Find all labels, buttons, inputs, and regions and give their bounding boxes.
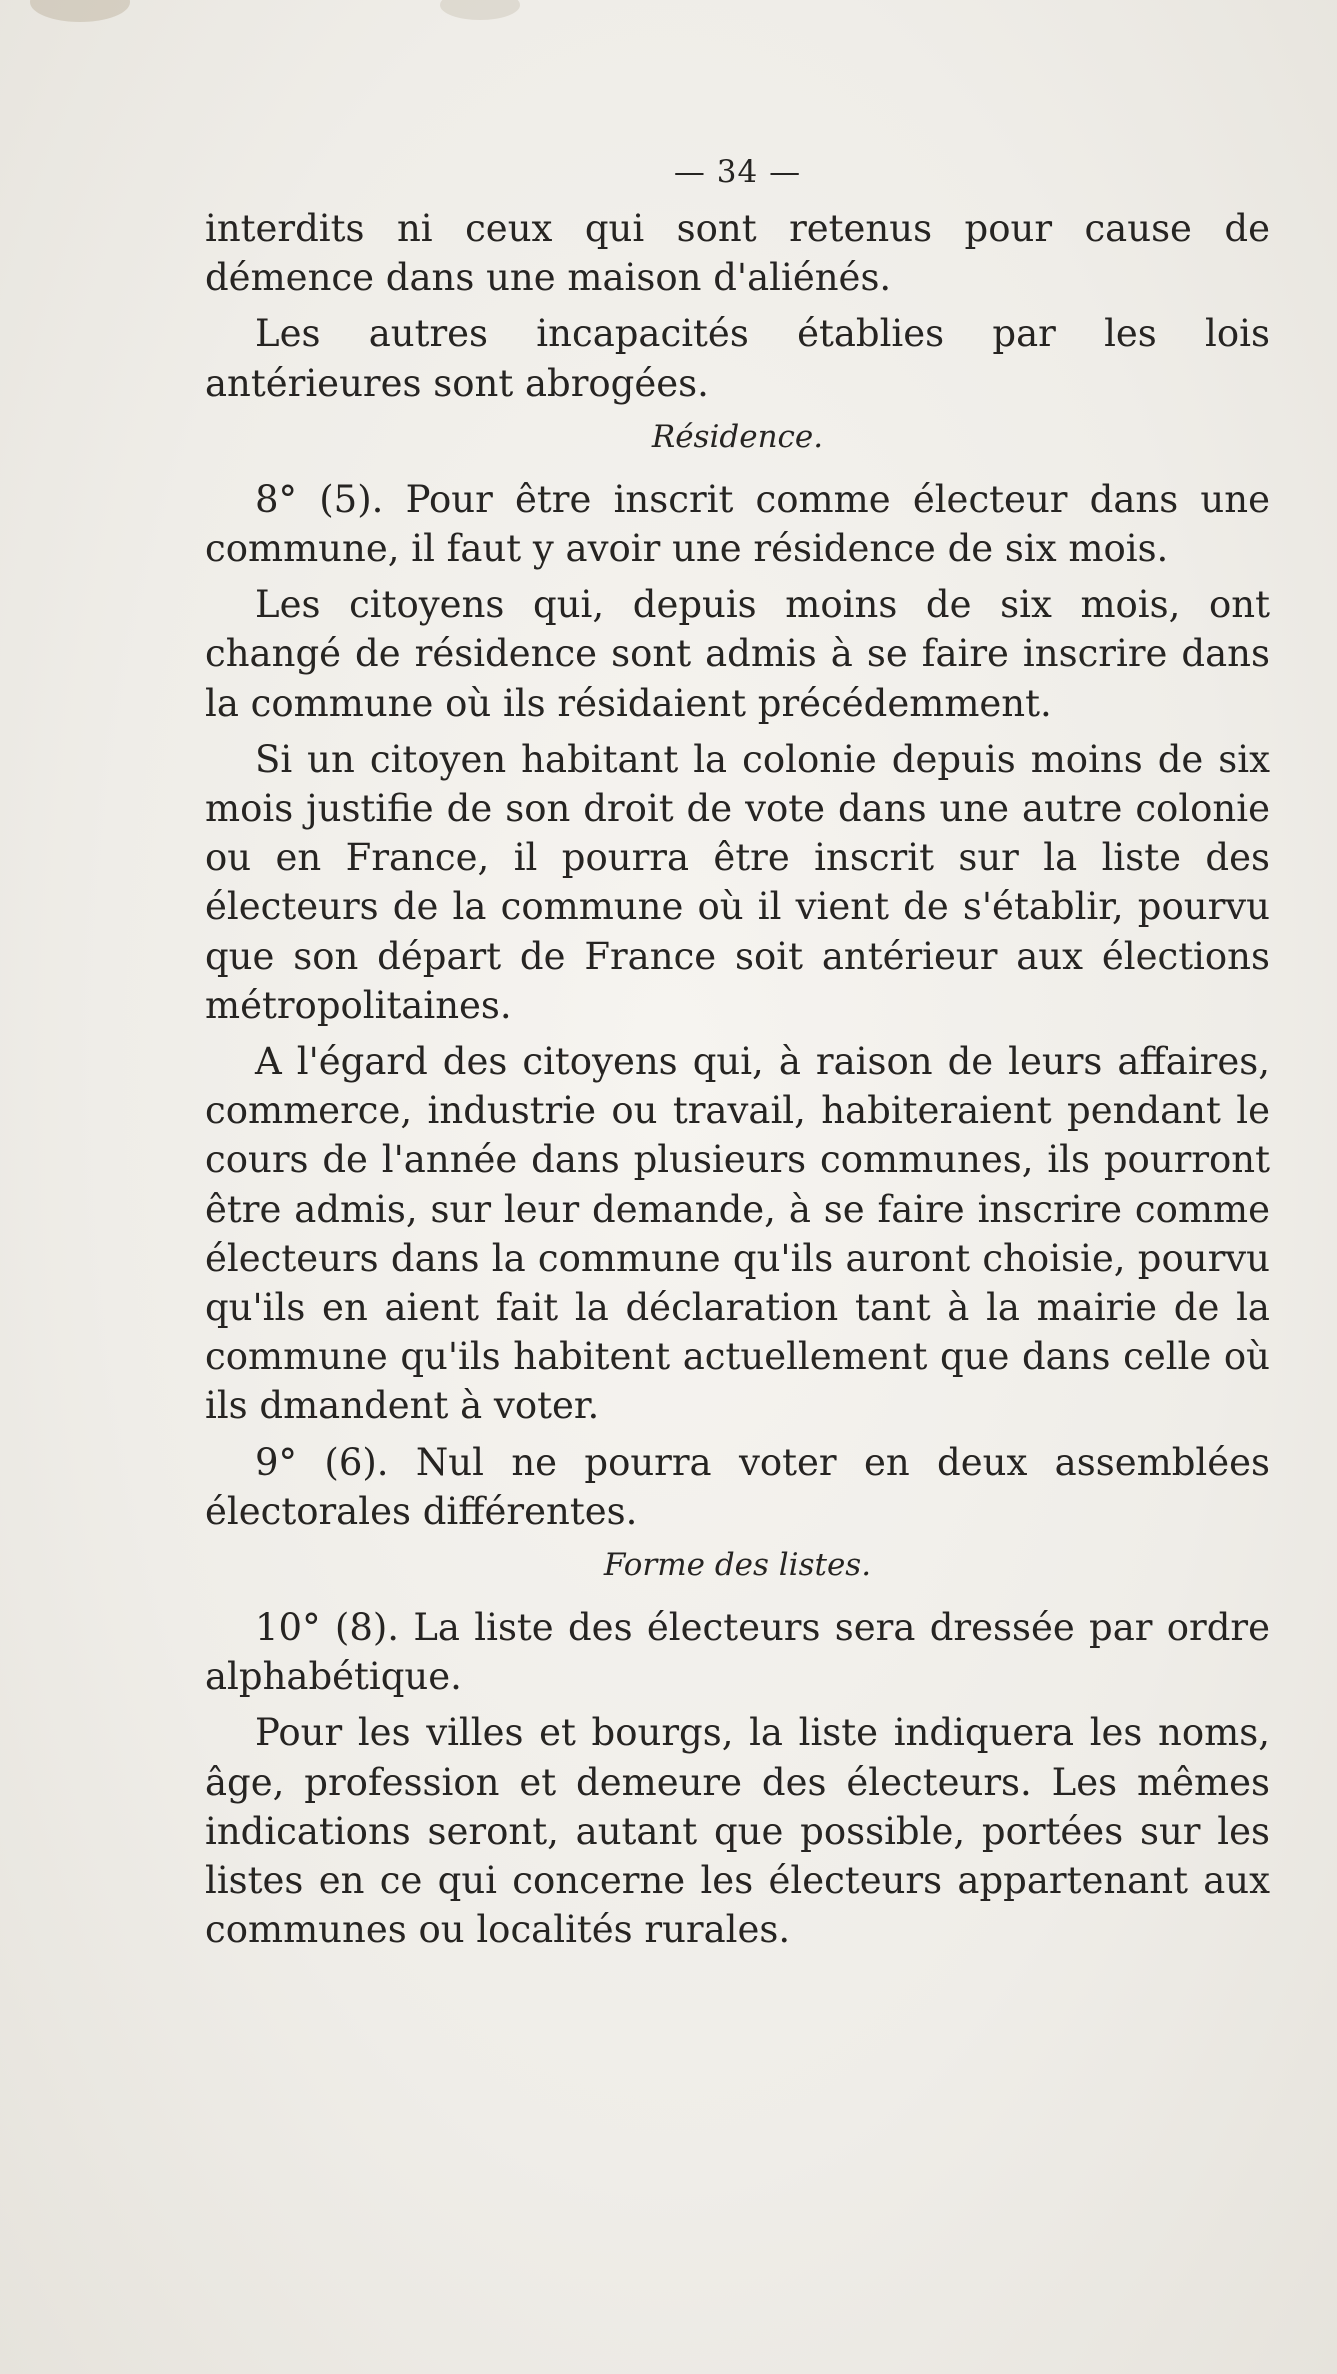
paragraph: A l'égard des citoyens qui, à raison de leurs affaires, commerce, industrie ou travail, habiteraient pendant le cours de l'année dans plusieurs communes, ils pourront être admis, sur leur demande, à se faire inscrire comme électeurs dans la commune qu'ils auront choisie, pourvu qu'ils en aient fait la déclaration tant à la mairie de la commune qu'ils habitent actuellement que dans celle où ils dmandent à voter. xyxy=(205,1040,1270,1428)
paragraph: 9° (6). Nul ne pourra voter en deux assemblées électorales différentes. xyxy=(205,1440,1270,1533)
paper-stain xyxy=(440,0,520,20)
paragraph: Les autres incapacités établies par les lois antérieures sont abrogées. xyxy=(205,312,1270,405)
document-text xyxy=(205,150,1270,1962)
section-heading-forme-des-listes: Forme des listes. xyxy=(603,1547,872,1584)
paragraph: 8° (5). Pour être inscrit comme électeur dans une commune, il faut y avoir une résidence de six mois. xyxy=(205,477,1270,571)
paragraph: Pour les villes et bourgs, la liste indiquera les noms, âge, profession et demeure des électeurs. Les mêmes indications seront, autant que possible, portées sur les listes en ce qui concerne les électeurs appartenant aux communes ou localités rurales. xyxy=(205,1711,1270,1952)
paper-stain xyxy=(30,0,130,22)
paragraph: interdits ni ceux qui sont retenus pour cause de démence dans une maison d'aliénés. xyxy=(205,207,1270,300)
paragraph: 10° (8). La liste des électeurs sera dressée par ordre alphabétique. xyxy=(205,1606,1270,1699)
page-number: — 34 — xyxy=(673,154,802,190)
paragraph: Si un citoyen habitant la colonie depuis moins de six mois justifie de son droit de vote dans une autre colonie ou en France, il pourra être inscrit sur la liste des électeurs de la commune où il vient de s'établir, pourvu que son départ de France soit antérieur aux élections métropolitaines. xyxy=(205,737,1270,1027)
paragraph: Les citoyens qui, depuis moins de six mois, ont changé de résidence sont admis à se faire inscrire dans la commune où ils résidaient précédemment. xyxy=(205,583,1270,725)
section-heading-residence: Résidence. xyxy=(651,418,824,455)
